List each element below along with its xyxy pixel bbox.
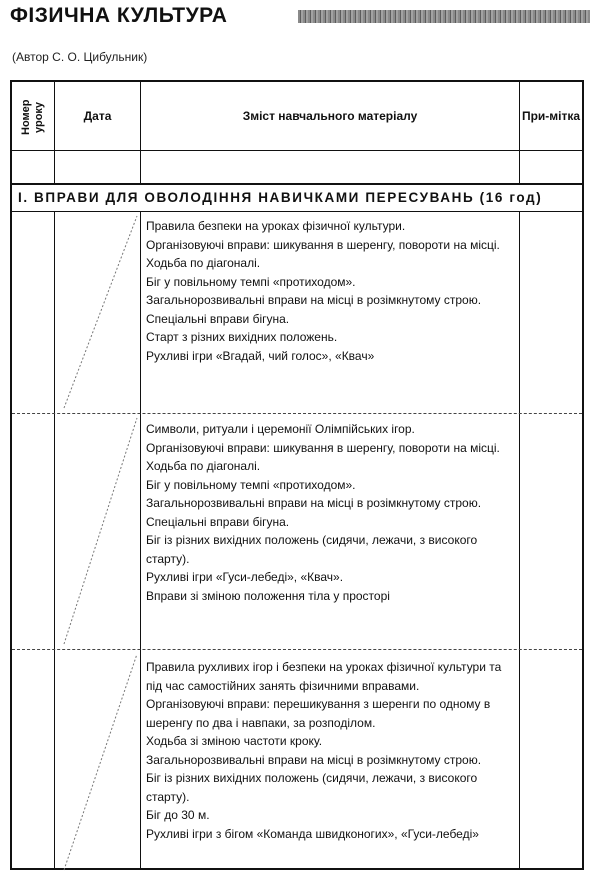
- content-line: Біг у повільному темпі «протиходом».: [146, 477, 356, 492]
- curriculum-table: [10, 80, 584, 870]
- content-line: Символи, ритуали і церемонії Олімпійських ігор.: [146, 422, 415, 436]
- page-title: ФІЗИЧНА КУЛЬТУРА: [10, 4, 228, 27]
- header-lesson-number: Номер уроку: [20, 99, 45, 135]
- content-line: Рухливі ігри з бігом «Команда швидконогих», «Гуси-лебеді»: [146, 826, 479, 841]
- header-note: При-мітка: [521, 108, 581, 123]
- content-line: Старт з різних вихідних положень.: [146, 330, 338, 344]
- content-line: Організовуючі вправи: шикування в шеренгу, повороти на місці.: [146, 237, 500, 252]
- header-content: Зміст навчального матеріалу: [242, 108, 418, 123]
- content-line: Вправи зі зміною положення тіла у просторі: [146, 588, 390, 603]
- content-line: Правила рухливих ігор і безпеки на уроках фізичної культури та під час самостійних занять фізичними вправами.: [146, 660, 502, 693]
- content-line: Рухливі ігри «Гуси-лебеді», «Квач».: [146, 570, 344, 584]
- content-line: Правила безпеки на уроках фізичної культури.: [146, 219, 406, 233]
- content-line: Спеціальні вправи бігуна.: [146, 514, 290, 529]
- content-line: Організовуючі вправи: перешикування з шеренги по одному в шеренгу по два і навпаки, за розподілом.: [146, 697, 491, 730]
- section-title: І. ВПРАВИ ДЛЯ ОВОЛОДІННЯ НАВИЧКАМИ ПЕРЕСУВАНЬ (16 год): [18, 190, 543, 205]
- content-line: Біг із різних вихідних положень (сидячи, лежачи, з високого старту).: [146, 771, 478, 804]
- content-line: Рухливі ігри «Вгадай, чий голос», «Квач»: [146, 348, 375, 363]
- content-line: Загальнорозвивальні вправи на місці в розімкнутому строю.: [146, 293, 482, 307]
- lesson-content: [146, 658, 514, 843]
- content-line: Загальнорозвивальні вправи на місці в розімкнутому строю.: [146, 496, 482, 510]
- content-line: Ходьба зі зміною частоти кроку.: [146, 734, 323, 748]
- lesson-content: [146, 420, 514, 605]
- content-line: Біг із різних вихідних положень (сидячи, лежачи, з високого старту).: [146, 533, 478, 566]
- content-line: Ходьба по діагоналі.: [146, 256, 261, 270]
- author-line: (Автор С. О. Цибульник): [12, 50, 148, 64]
- content-line: Біг до 30 м.: [146, 808, 210, 822]
- content-line: Біг у повільному темпі «протиходом».: [146, 274, 356, 289]
- content-line: Ходьба по діагоналі.: [146, 459, 261, 473]
- lesson-content: [146, 217, 514, 365]
- content-line: Спеціальні вправи бігуна.: [146, 311, 290, 326]
- header-date: Дата: [83, 108, 112, 123]
- title-decorative-bar: [298, 10, 590, 23]
- content-line: Організовуючі вправи: шикування в шеренгу, повороти на місці.: [146, 440, 500, 455]
- content-line: Загальнорозвивальні вправи на місці в розімкнутому строю.: [146, 752, 482, 767]
